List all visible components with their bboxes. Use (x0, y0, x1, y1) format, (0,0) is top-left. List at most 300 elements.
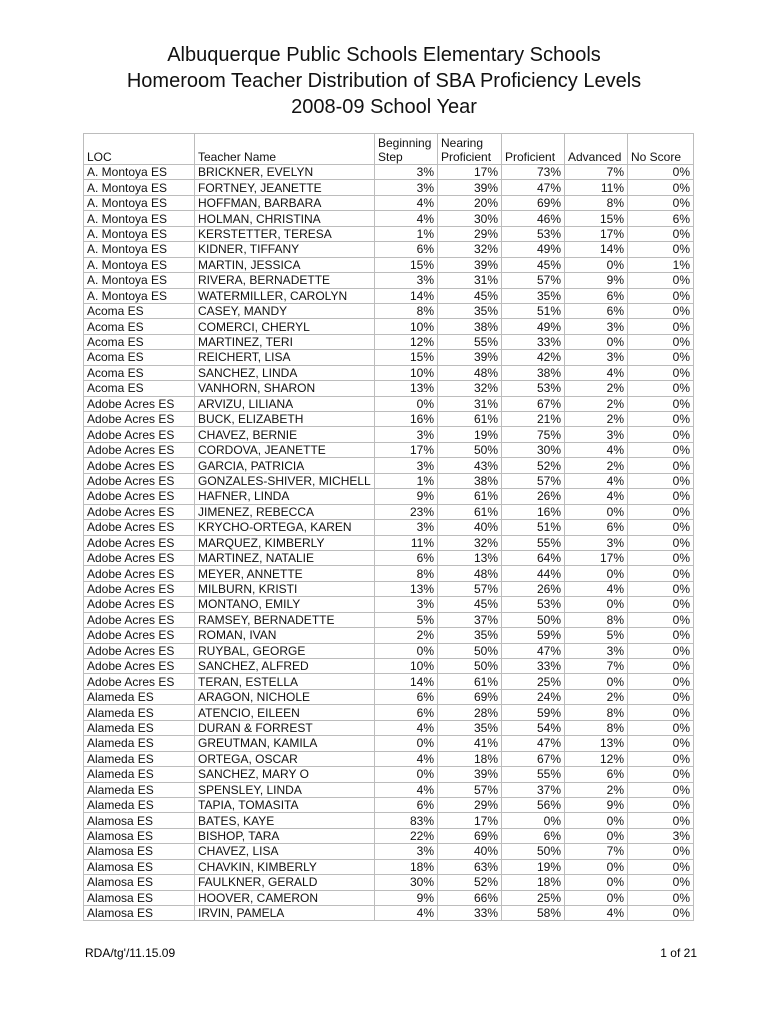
cell-proficient: 59% (502, 705, 565, 720)
cell-teacher-name: MEYER, ANNETTE (195, 566, 375, 581)
cell-teacher-name: BUCK, ELIZABETH (195, 412, 375, 427)
cell-teacher-name: ARVIZU, LILIANA (195, 396, 375, 411)
cell-proficient: 16% (502, 504, 565, 519)
cell-advanced: 7% (565, 844, 628, 859)
page-number: 1 of 21 (660, 946, 697, 960)
table-row (84, 643, 694, 658)
table-row (84, 195, 694, 210)
table-row (84, 319, 694, 334)
table-row (84, 813, 694, 828)
cell-nearing-proficient: 18% (438, 751, 502, 766)
cell-nearing-proficient: 50% (438, 442, 502, 457)
cell-no-score: 0% (628, 797, 694, 812)
cell-nearing-proficient: 52% (438, 875, 502, 890)
header-loc: LOC (84, 134, 195, 165)
cell-no-score: 0% (628, 458, 694, 473)
cell-beginning-step: 16% (375, 412, 438, 427)
cell-beginning-step: 10% (375, 319, 438, 334)
cell-advanced: 4% (565, 473, 628, 488)
table-row (84, 334, 694, 349)
cell-proficient: 25% (502, 674, 565, 689)
cell-advanced: 0% (565, 566, 628, 581)
cell-beginning-step: 6% (375, 550, 438, 565)
cell-advanced: 4% (565, 442, 628, 457)
table-row (84, 489, 694, 504)
cell-nearing-proficient: 31% (438, 273, 502, 288)
table-row (84, 412, 694, 427)
cell-proficient: 35% (502, 288, 565, 303)
cell-no-score: 0% (628, 581, 694, 596)
cell-no-score: 0% (628, 689, 694, 704)
cell-teacher-name: HAFNER, LINDA (195, 489, 375, 504)
cell-proficient: 53% (502, 226, 565, 241)
cell-loc: Adobe Acres ES (84, 659, 195, 674)
cell-beginning-step: 8% (375, 303, 438, 318)
cell-beginning-step: 18% (375, 859, 438, 874)
table-row (84, 365, 694, 380)
cell-nearing-proficient: 38% (438, 473, 502, 488)
cell-teacher-name: FAULKNER, GERALD (195, 875, 375, 890)
cell-proficient: 47% (502, 643, 565, 658)
cell-beginning-step: 4% (375, 751, 438, 766)
cell-no-score: 0% (628, 412, 694, 427)
cell-advanced: 4% (565, 581, 628, 596)
cell-no-score: 0% (628, 365, 694, 380)
cell-loc: Adobe Acres ES (84, 566, 195, 581)
cell-nearing-proficient: 69% (438, 828, 502, 843)
cell-nearing-proficient: 66% (438, 890, 502, 905)
cell-nearing-proficient: 50% (438, 643, 502, 658)
cell-no-score: 0% (628, 566, 694, 581)
cell-nearing-proficient: 29% (438, 226, 502, 241)
cell-beginning-step: 3% (375, 458, 438, 473)
cell-beginning-step: 4% (375, 720, 438, 735)
cell-proficient: 24% (502, 689, 565, 704)
cell-nearing-proficient: 61% (438, 504, 502, 519)
cell-nearing-proficient: 45% (438, 597, 502, 612)
cell-nearing-proficient: 41% (438, 736, 502, 751)
table-row (84, 767, 694, 782)
cell-teacher-name: RAMSEY, BERNADETTE (195, 612, 375, 627)
cell-loc: A. Montoya ES (84, 242, 195, 257)
cell-nearing-proficient: 63% (438, 859, 502, 874)
table-row (84, 890, 694, 905)
cell-teacher-name: MARTINEZ, TERI (195, 334, 375, 349)
header-no-score: No Score (628, 134, 694, 165)
cell-loc: Adobe Acres ES (84, 458, 195, 473)
cell-loc: Alameda ES (84, 767, 195, 782)
cell-loc: Adobe Acres ES (84, 643, 195, 658)
cell-advanced: 9% (565, 273, 628, 288)
cell-proficient: 69% (502, 195, 565, 210)
cell-proficient: 67% (502, 751, 565, 766)
table-row (84, 797, 694, 812)
cell-nearing-proficient: 32% (438, 535, 502, 550)
cell-teacher-name: VANHORN, SHARON (195, 381, 375, 396)
cell-no-score: 0% (628, 890, 694, 905)
cell-advanced: 3% (565, 319, 628, 334)
cell-teacher-name: WATERMILLER, CAROLYN (195, 288, 375, 303)
table-row (84, 473, 694, 488)
table-row (84, 659, 694, 674)
cell-beginning-step: 15% (375, 257, 438, 272)
cell-beginning-step: 14% (375, 674, 438, 689)
cell-advanced: 3% (565, 535, 628, 550)
cell-proficient: 46% (502, 211, 565, 226)
cell-no-score: 0% (628, 242, 694, 257)
table-row (84, 720, 694, 735)
cell-teacher-name: MILBURN, KRISTI (195, 581, 375, 596)
cell-beginning-step: 5% (375, 612, 438, 627)
cell-loc: Alamosa ES (84, 813, 195, 828)
cell-advanced: 11% (565, 180, 628, 195)
cell-proficient: 21% (502, 412, 565, 427)
cell-teacher-name: KERSTETTER, TERESA (195, 226, 375, 241)
cell-beginning-step: 3% (375, 597, 438, 612)
cell-loc: Adobe Acres ES (84, 550, 195, 565)
cell-nearing-proficient: 31% (438, 396, 502, 411)
cell-teacher-name: MONTANO, EMILY (195, 597, 375, 612)
cell-nearing-proficient: 20% (438, 195, 502, 210)
header-beginning-step: Beginning Step (375, 134, 438, 165)
cell-nearing-proficient: 29% (438, 797, 502, 812)
cell-advanced: 4% (565, 365, 628, 380)
cell-no-score: 0% (628, 906, 694, 921)
cell-loc: Adobe Acres ES (84, 442, 195, 457)
cell-no-score: 0% (628, 195, 694, 210)
cell-no-score: 0% (628, 334, 694, 349)
table-row (84, 226, 694, 241)
cell-nearing-proficient: 57% (438, 581, 502, 596)
cell-beginning-step: 13% (375, 381, 438, 396)
cell-proficient: 45% (502, 257, 565, 272)
cell-loc: Adobe Acres ES (84, 473, 195, 488)
cell-no-score: 3% (628, 828, 694, 843)
cell-proficient: 53% (502, 597, 565, 612)
cell-proficient: 59% (502, 628, 565, 643)
cell-nearing-proficient: 61% (438, 412, 502, 427)
cell-nearing-proficient: 38% (438, 319, 502, 334)
cell-beginning-step: 11% (375, 535, 438, 550)
cell-nearing-proficient: 30% (438, 211, 502, 226)
cell-loc: Acoma ES (84, 303, 195, 318)
cell-proficient: 51% (502, 303, 565, 318)
table-row (84, 165, 694, 180)
cell-no-score: 0% (628, 659, 694, 674)
cell-proficient: 26% (502, 489, 565, 504)
document-title (0, 42, 768, 120)
cell-loc: Acoma ES (84, 350, 195, 365)
cell-advanced: 9% (565, 797, 628, 812)
table-row (84, 612, 694, 627)
cell-no-score: 0% (628, 674, 694, 689)
cell-no-score: 0% (628, 319, 694, 334)
cell-nearing-proficient: 28% (438, 705, 502, 720)
cell-loc: Adobe Acres ES (84, 612, 195, 627)
table-row (84, 520, 694, 535)
cell-beginning-step: 3% (375, 273, 438, 288)
cell-proficient: 57% (502, 473, 565, 488)
cell-beginning-step: 4% (375, 195, 438, 210)
cell-no-score: 0% (628, 427, 694, 442)
cell-nearing-proficient: 40% (438, 520, 502, 535)
cell-loc: Alameda ES (84, 751, 195, 766)
cell-nearing-proficient: 37% (438, 612, 502, 627)
table-row (84, 859, 694, 874)
cell-advanced: 13% (565, 736, 628, 751)
cell-advanced: 4% (565, 906, 628, 921)
cell-no-score: 0% (628, 767, 694, 782)
cell-beginning-step: 3% (375, 165, 438, 180)
cell-advanced: 6% (565, 303, 628, 318)
cell-beginning-step: 6% (375, 242, 438, 257)
cell-teacher-name: JIMENEZ, REBECCA (195, 504, 375, 519)
cell-loc: Alameda ES (84, 736, 195, 751)
cell-nearing-proficient: 55% (438, 334, 502, 349)
cell-beginning-step: 1% (375, 226, 438, 241)
cell-teacher-name: MARTIN, JESSICA (195, 257, 375, 272)
table-row (84, 689, 694, 704)
cell-no-score: 6% (628, 211, 694, 226)
cell-nearing-proficient: 39% (438, 257, 502, 272)
cell-no-score: 1% (628, 257, 694, 272)
cell-proficient: 55% (502, 535, 565, 550)
cell-teacher-name: REICHERT, LISA (195, 350, 375, 365)
cell-advanced: 6% (565, 520, 628, 535)
cell-advanced: 5% (565, 628, 628, 643)
cell-no-score: 0% (628, 288, 694, 303)
cell-no-score: 0% (628, 381, 694, 396)
cell-advanced: 8% (565, 612, 628, 627)
cell-proficient: 47% (502, 736, 565, 751)
cell-proficient: 57% (502, 273, 565, 288)
cell-advanced: 2% (565, 396, 628, 411)
cell-beginning-step: 4% (375, 782, 438, 797)
cell-advanced: 12% (565, 751, 628, 766)
cell-beginning-step: 15% (375, 350, 438, 365)
cell-teacher-name: CHAVEZ, BERNIE (195, 427, 375, 442)
cell-proficient: 38% (502, 365, 565, 380)
cell-teacher-name: ORTEGA, OSCAR (195, 751, 375, 766)
cell-loc: A. Montoya ES (84, 273, 195, 288)
cell-teacher-name: FORTNEY, JEANETTE (195, 180, 375, 195)
table-row (84, 442, 694, 457)
cell-no-score: 0% (628, 350, 694, 365)
cell-advanced: 6% (565, 767, 628, 782)
cell-teacher-name: BISHOP, TARA (195, 828, 375, 843)
cell-advanced: 4% (565, 489, 628, 504)
cell-no-score: 0% (628, 844, 694, 859)
cell-nearing-proficient: 13% (438, 550, 502, 565)
cell-no-score: 0% (628, 643, 694, 658)
cell-beginning-step: 13% (375, 581, 438, 596)
cell-beginning-step: 0% (375, 396, 438, 411)
cell-no-score: 0% (628, 180, 694, 195)
title-line-3: 2008-09 School Year (291, 96, 477, 118)
cell-loc: Alamosa ES (84, 828, 195, 843)
cell-beginning-step: 10% (375, 659, 438, 674)
cell-loc: Adobe Acres ES (84, 535, 195, 550)
cell-advanced: 0% (565, 257, 628, 272)
cell-loc: Adobe Acres ES (84, 628, 195, 643)
cell-teacher-name: IRVIN, PAMELA (195, 906, 375, 921)
cell-teacher-name: RIVERA, BERNADETTE (195, 273, 375, 288)
cell-beginning-step: 14% (375, 288, 438, 303)
cell-nearing-proficient: 33% (438, 906, 502, 921)
cell-proficient: 49% (502, 319, 565, 334)
cell-teacher-name: BATES, KAYE (195, 813, 375, 828)
table-row (84, 566, 694, 581)
cell-nearing-proficient: 35% (438, 628, 502, 643)
cell-nearing-proficient: 61% (438, 489, 502, 504)
cell-beginning-step: 6% (375, 705, 438, 720)
cell-proficient: 42% (502, 350, 565, 365)
cell-nearing-proficient: 50% (438, 659, 502, 674)
cell-proficient: 37% (502, 782, 565, 797)
cell-beginning-step: 3% (375, 180, 438, 195)
cell-advanced: 0% (565, 674, 628, 689)
cell-nearing-proficient: 39% (438, 350, 502, 365)
cell-no-score: 0% (628, 396, 694, 411)
cell-teacher-name: CORDOVA, JEANETTE (195, 442, 375, 457)
table-row (84, 736, 694, 751)
cell-nearing-proficient: 32% (438, 381, 502, 396)
cell-proficient: 33% (502, 659, 565, 674)
cell-beginning-step: 2% (375, 628, 438, 643)
table-row (84, 458, 694, 473)
cell-nearing-proficient: 69% (438, 689, 502, 704)
cell-teacher-name: DURAN & FORREST (195, 720, 375, 735)
cell-beginning-step: 10% (375, 365, 438, 380)
header-advanced: Advanced (565, 134, 628, 165)
cell-advanced: 2% (565, 782, 628, 797)
table-row (84, 628, 694, 643)
cell-advanced: 17% (565, 550, 628, 565)
cell-advanced: 8% (565, 705, 628, 720)
cell-no-score: 0% (628, 535, 694, 550)
cell-beginning-step: 0% (375, 643, 438, 658)
cell-nearing-proficient: 35% (438, 720, 502, 735)
cell-teacher-name: MARQUEZ, KIMBERLY (195, 535, 375, 550)
cell-proficient: 73% (502, 165, 565, 180)
table-row (84, 257, 694, 272)
cell-proficient: 58% (502, 906, 565, 921)
cell-loc: Acoma ES (84, 381, 195, 396)
cell-nearing-proficient: 43% (438, 458, 502, 473)
cell-beginning-step: 3% (375, 427, 438, 442)
cell-nearing-proficient: 48% (438, 566, 502, 581)
cell-advanced: 15% (565, 211, 628, 226)
cell-teacher-name: ROMAN, IVAN (195, 628, 375, 643)
table-row (84, 303, 694, 318)
cell-loc: Alamosa ES (84, 859, 195, 874)
cell-nearing-proficient: 32% (438, 242, 502, 257)
table-body (84, 165, 694, 921)
table-row (84, 782, 694, 797)
footer-reference: RDA/tg'/11.15.09 (85, 946, 176, 960)
cell-beginning-step: 0% (375, 736, 438, 751)
cell-teacher-name: GREUTMAN, KAMILA (195, 736, 375, 751)
cell-teacher-name: TERAN, ESTELLA (195, 674, 375, 689)
cell-beginning-step: 1% (375, 473, 438, 488)
cell-no-score: 0% (628, 751, 694, 766)
cell-advanced: 7% (565, 659, 628, 674)
cell-teacher-name: ARAGON, NICHOLE (195, 689, 375, 704)
table-row (84, 581, 694, 596)
cell-teacher-name: COMERCI, CHERYL (195, 319, 375, 334)
cell-no-score: 0% (628, 473, 694, 488)
cell-teacher-name: RUYBAL, GEORGE (195, 643, 375, 658)
cell-nearing-proficient: 48% (438, 365, 502, 380)
cell-proficient: 26% (502, 581, 565, 596)
cell-loc: Adobe Acres ES (84, 504, 195, 519)
cell-nearing-proficient: 45% (438, 288, 502, 303)
cell-teacher-name: SANCHEZ, LINDA (195, 365, 375, 380)
cell-no-score: 0% (628, 813, 694, 828)
table-row (84, 906, 694, 921)
cell-beginning-step: 9% (375, 489, 438, 504)
table-row (84, 396, 694, 411)
cell-loc: Adobe Acres ES (84, 396, 195, 411)
cell-beginning-step: 12% (375, 334, 438, 349)
cell-teacher-name: HOLMAN, CHRISTINA (195, 211, 375, 226)
cell-no-score: 0% (628, 489, 694, 504)
cell-no-score: 0% (628, 612, 694, 627)
cell-advanced: 7% (565, 165, 628, 180)
cell-advanced: 0% (565, 504, 628, 519)
table-row (84, 273, 694, 288)
cell-loc: A. Montoya ES (84, 165, 195, 180)
cell-proficient: 67% (502, 396, 565, 411)
cell-nearing-proficient: 40% (438, 844, 502, 859)
cell-loc: Adobe Acres ES (84, 520, 195, 535)
cell-teacher-name: TAPIA, TOMASITA (195, 797, 375, 812)
cell-loc: Alamosa ES (84, 890, 195, 905)
cell-teacher-name: GARCIA, PATRICIA (195, 458, 375, 473)
cell-advanced: 3% (565, 643, 628, 658)
cell-no-score: 0% (628, 705, 694, 720)
cell-proficient: 53% (502, 381, 565, 396)
cell-advanced: 3% (565, 350, 628, 365)
cell-proficient: 49% (502, 242, 565, 257)
cell-beginning-step: 3% (375, 520, 438, 535)
table-row (84, 828, 694, 843)
cell-proficient: 64% (502, 550, 565, 565)
cell-proficient: 30% (502, 442, 565, 457)
cell-proficient: 44% (502, 566, 565, 581)
cell-advanced: 0% (565, 597, 628, 612)
cell-advanced: 2% (565, 412, 628, 427)
cell-proficient: 75% (502, 427, 565, 442)
cell-nearing-proficient: 35% (438, 303, 502, 318)
table-row (84, 844, 694, 859)
cell-teacher-name: SANCHEZ, ALFRED (195, 659, 375, 674)
cell-proficient: 50% (502, 844, 565, 859)
cell-teacher-name: KIDNER, TIFFANY (195, 242, 375, 257)
table-row (84, 674, 694, 689)
cell-loc: A. Montoya ES (84, 288, 195, 303)
cell-teacher-name: SANCHEZ, MARY O (195, 767, 375, 782)
cell-no-score: 0% (628, 736, 694, 751)
cell-teacher-name: GONZALES-SHIVER, MICHELL (195, 473, 375, 488)
cell-no-score: 0% (628, 550, 694, 565)
cell-proficient: 0% (502, 813, 565, 828)
cell-loc: Acoma ES (84, 365, 195, 380)
cell-loc: A. Montoya ES (84, 211, 195, 226)
cell-teacher-name: MARTINEZ, NATALIE (195, 550, 375, 565)
cell-loc: Alameda ES (84, 720, 195, 735)
cell-beginning-step: 22% (375, 828, 438, 843)
